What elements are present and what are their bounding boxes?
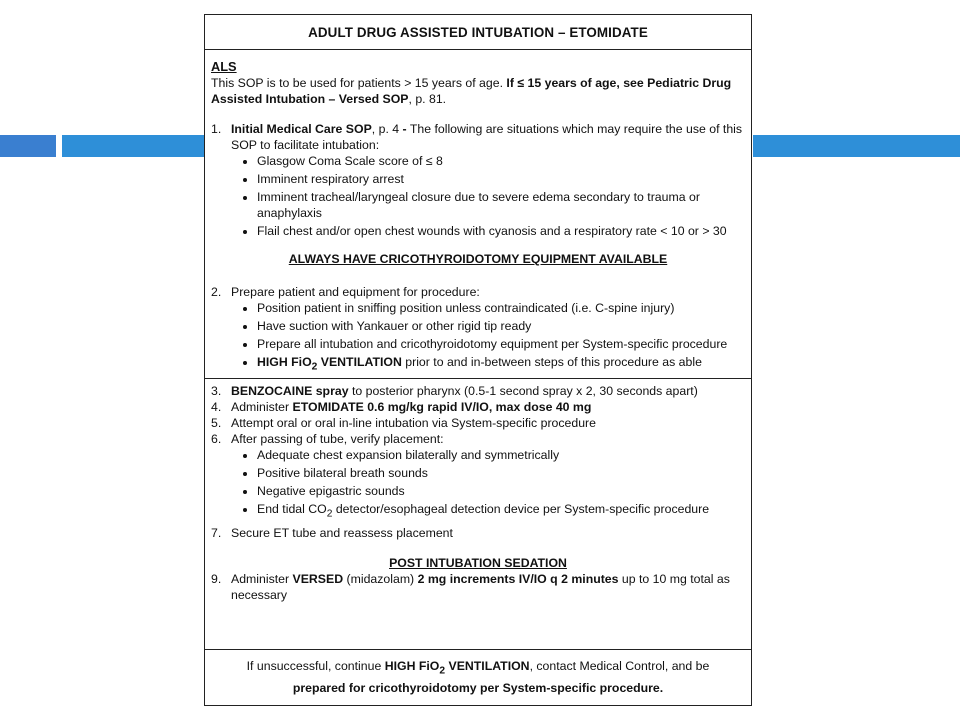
step-2-text: Prepare patient and equipment for procedure:	[231, 285, 480, 299]
co2-label: End tidal CO	[257, 502, 327, 517]
hifi-subscript: 2	[311, 361, 318, 373]
list-item: • Flail chest and/or open chest wounds with cyanosis and a respiratory rate < 10 or > 30	[257, 223, 745, 239]
step-1-bullets	[211, 153, 745, 239]
step-9-bold-1: VERSED	[292, 571, 344, 586]
step-3-bold: BENZOCAINE spray	[231, 384, 349, 399]
procedure-section	[205, 379, 751, 602]
als-section	[205, 50, 751, 375]
step-9-plain-2: (midazolam)	[343, 571, 418, 586]
list-item: • Imminent tracheal/laryngeal closure due to severe edema secondary to trauma or anaphylaxis	[257, 189, 745, 221]
step-number: 6.	[211, 432, 222, 447]
list-item: • Adequate chest expansion bilaterally and symmetrically	[257, 447, 745, 463]
sop-document	[204, 14, 752, 706]
step-7-text: Secure ET tube and reassess placement	[231, 525, 453, 540]
step-3	[211, 383, 745, 399]
step-6	[211, 431, 745, 447]
step-number: 1.	[211, 122, 222, 136]
step-9-text	[231, 571, 745, 603]
list-item: • Have suction with Yankauer or other rigid tip ready	[257, 318, 745, 334]
step-1	[211, 121, 745, 153]
als-heading: ALS	[211, 59, 237, 74]
step-6-text: After passing of tube, verify placement:	[231, 432, 444, 447]
step-3-rest: to posterior pharynx (0.5-1 second spray x 2, 30 seconds apart)	[348, 384, 698, 399]
co2-rest: detector/esophageal detection device per System-specific procedure	[332, 502, 710, 517]
list-item: • Position patient in sniffing position unless contraindicated (i.e. C-spine injury)	[257, 300, 745, 316]
step-3-text	[231, 383, 745, 399]
als-intro	[211, 75, 745, 107]
step-9-bold-2: 2 mg increments IV/IO q 2 minutes	[417, 571, 619, 586]
footer-bold-1: HIGH FiO	[384, 659, 440, 674]
hifi-label: HIGH FiO	[257, 355, 312, 369]
list-item: • Glasgow Coma Scale score of ≤ 8	[257, 153, 745, 169]
step-4-plain: Administer	[231, 400, 293, 415]
co2-subscript: 2	[326, 508, 333, 520]
footer-bold-3: prepared for cricothyroidotomy per System-specific procedure.	[292, 680, 664, 695]
step-7	[211, 525, 745, 541]
step-6-bullets	[211, 447, 745, 522]
footer-bold-2: VENTILATION	[445, 659, 530, 674]
als-intro-bold: If ≤ 15 years of age, see Pediatric Drug Assisted Intubation – Versed SOP	[211, 76, 732, 106]
document-title: ADULT DRUG ASSISTED INTUBATION – ETOMIDATE	[205, 15, 751, 50]
step-1-bold: Initial Medical Care SOP	[231, 122, 372, 136]
post-intubation-heading: POST INTUBATION SEDATION	[389, 555, 567, 570]
step-number: 4.	[211, 400, 222, 415]
hifi-rest: prior to and in-between steps of this procedure as able	[401, 355, 702, 369]
footer-note	[205, 649, 751, 705]
list-item: • Positive bilateral breath sounds	[257, 465, 745, 481]
list-item: • Negative epigastric sounds	[257, 483, 745, 499]
step-1-page: , p. 4	[371, 122, 403, 136]
accent-bar-right	[753, 135, 960, 157]
hifi-label-2: VENTILATION	[317, 355, 402, 369]
step-number: 2.	[211, 285, 222, 299]
step-2-bullets	[211, 300, 745, 375]
always-heading: ALWAYS HAVE CRICOTHYROIDOTOMY EQUIPMENT AVAILABLE	[288, 252, 668, 266]
step-number: 5.	[211, 416, 222, 431]
als-intro-tail: , p. 81.	[408, 92, 447, 106]
step-2	[211, 284, 745, 300]
list-item	[257, 501, 745, 522]
list-item: • Prepare all intubation and cricothyroidotomy equipment per System-specific procedure	[257, 336, 745, 352]
accent-bar-middle	[62, 135, 204, 157]
step-1-rest: The following are situations which may require the use of this SOP to facilitate intubation:	[231, 122, 743, 152]
step-number: 9.	[211, 571, 222, 586]
step-9	[211, 571, 745, 603]
step-1-dash: -	[402, 122, 407, 136]
step-9-plain-3: up to 10 mg total as necessary	[231, 571, 730, 602]
step-4-bold: ETOMIDATE 0.6 mg/kg rapid IV/IO, max dose 40 mg	[292, 400, 592, 415]
step-5	[211, 415, 745, 431]
footer-subscript: 2	[439, 665, 446, 677]
als-intro-text: This SOP is to be used for patients > 15 years of age.	[211, 76, 507, 90]
list-item	[257, 354, 745, 375]
step-9-plain-1: Administer	[231, 571, 293, 586]
footer-plain-1: If unsuccessful, continue	[246, 659, 385, 674]
list-item: • Imminent respiratory arrest	[257, 171, 745, 187]
accent-bar-left	[0, 135, 56, 157]
step-1-text	[231, 121, 745, 153]
step-4-text	[231, 399, 745, 415]
footer-plain-2: , contact Medical Control, and be	[529, 659, 710, 674]
footer-text	[219, 658, 737, 696]
step-5-text: Attempt oral or oral in-line intubation via System-specific procedure	[231, 416, 596, 431]
step-number: 3.	[211, 384, 222, 399]
step-number: 7.	[211, 525, 222, 540]
step-4	[211, 399, 745, 415]
